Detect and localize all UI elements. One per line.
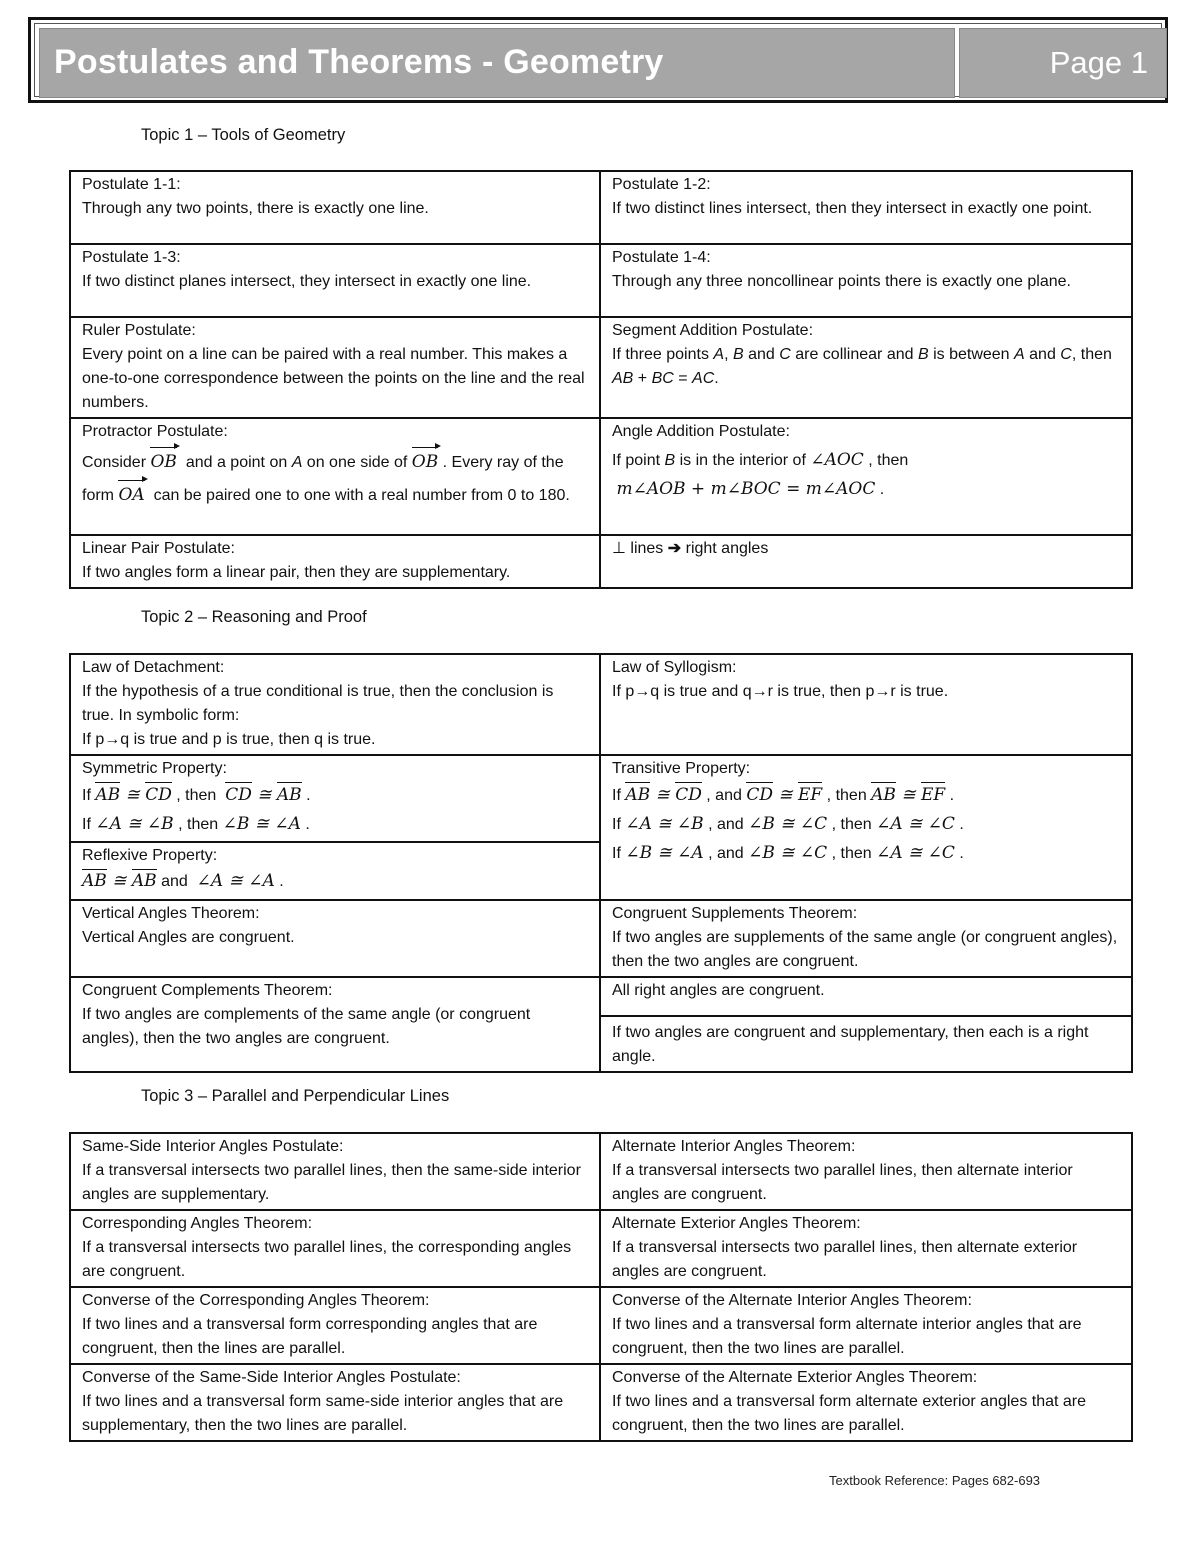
cell-title: Postulate 1-4: — [612, 249, 711, 266]
cell-text: If two angles are supplements of the same angle (or congruent angles), then the two angles are congruent. — [612, 929, 1118, 970]
cell-congruent-supplements — [600, 900, 1132, 977]
cell-segment-addition — [600, 317, 1132, 418]
cell-title: Converse of the Same-Side Interior Angles Postulate: — [82, 1369, 461, 1386]
cell-text: If two angles are complements of the same angle (or congruent angles), then the two angles are congruent. — [82, 1006, 531, 1047]
cell-text: AB ≅ AB and ∠A ≅ ∠A . — [82, 868, 589, 895]
cell-linear-pair — [70, 535, 600, 588]
topic-2-heading: Topic 2 – Reasoning and Proof — [141, 608, 367, 626]
cell-text: If AB ≅ CD , then CD ≅ AB . If ∠A ≅ ∠B , then ∠B ≅ ∠A . — [82, 781, 589, 839]
cell-text: If AB ≅ CD , and CD ≅ EF , then AB ≅ EF . If ∠A ≅ ∠B , and ∠B ≅ ∠C , then ∠A ≅ ∠C . If ∠B ≅ ∠A , and ∠B ≅ ∠C , then ∠A ≅ ∠C . — [612, 781, 1121, 868]
cell-vertical-angles — [70, 900, 600, 977]
topic-3-table — [69, 1132, 1133, 1442]
cell-postulate-1-3 — [70, 244, 600, 317]
cell-text: lines — [630, 540, 664, 557]
cell-congruent-complements — [70, 977, 600, 1072]
cell-text: If a transversal intersects two parallel lines, then alternate interior angles are congruent. — [612, 1162, 1073, 1203]
cell-title: Vertical Angles Theorem: — [82, 905, 260, 922]
cell-protractor-postulate — [70, 418, 600, 535]
topic-1-heading: Topic 1 – Tools of Geometry — [141, 126, 346, 144]
title-box — [39, 28, 955, 98]
cell-converse-same-side — [70, 1364, 600, 1441]
cell-text: If two distinct lines intersect, then they intersect in exactly one point. — [612, 200, 1093, 217]
page-number: Page 1 — [1049, 45, 1148, 80]
cell-text: Through any two points, there is exactly one line. — [82, 200, 429, 217]
cell-text: Vertical Angles are congruent. — [82, 929, 295, 946]
topic-3-heading: Topic 3 – Parallel and Perpendicular Lines — [141, 1087, 450, 1105]
ray-oa: OA — [118, 479, 144, 512]
cell-right-angles — [600, 977, 1132, 1016]
cell-same-side-interior — [70, 1133, 600, 1210]
cell-text: Through any three noncollinear points there is exactly one plane. — [612, 273, 1071, 290]
cell-law-of-syllogism — [600, 654, 1132, 755]
cell-text: right angles — [685, 540, 769, 557]
cell-postulate-1-4 — [600, 244, 1132, 317]
cell-law-of-detachment — [70, 654, 600, 755]
cell-angle-addition — [600, 418, 1132, 535]
cell-text: If point B is in the interior of ∠AOC , then m∠AOB + m∠BOC = m∠AOC . — [612, 450, 909, 499]
cell-title: Alternate Exterior Angles Theorem: — [612, 1215, 861, 1232]
page-header — [28, 17, 1168, 103]
cell-transitive-property — [600, 755, 1132, 900]
cell-symmetric-property — [70, 755, 600, 842]
header-frame — [34, 23, 1162, 97]
cell-text: If p→q is true and q→r is true, then p→r is true. — [612, 683, 949, 700]
cell-postulate-1-2 — [600, 171, 1132, 244]
cell-title: Linear Pair Postulate: — [82, 540, 235, 557]
cell-title: Converse of the Alternate Exterior Angles Theorem: — [612, 1369, 978, 1386]
cell-congruent-supplementary — [600, 1016, 1132, 1072]
cell-text: Consider OB and a point on A on one side of OB . Every ray of the form OA can be paired one to one with a real number from 0 to 180. — [82, 446, 589, 512]
cell-symbolic: If p→q is true and p is true, then q is true. — [82, 731, 376, 748]
cell-perpendicular-lines — [600, 535, 1132, 588]
cell-text: If three points A, B and C are collinear and B is between A and C, then AB + BC = AC. — [612, 346, 1112, 387]
cell-title: Congruent Complements Theorem: — [82, 982, 333, 999]
cell-title: Postulate 1-3: — [82, 249, 181, 266]
cell-title: Angle Addition Postulate: — [612, 423, 790, 440]
cell-title: Law of Syllogism: — [612, 659, 737, 676]
cell-converse-corresponding — [70, 1287, 600, 1364]
cell-title: Postulate 1-1: — [82, 176, 181, 193]
cell-text: If two lines and a transversal form same-side interior angles that are supplementary, then the two lines are parallel. — [82, 1393, 564, 1434]
cell-title: Converse of the Corresponding Angles Theorem: — [82, 1292, 430, 1309]
cell-converse-alternate-exterior — [600, 1364, 1132, 1441]
ray-ob: OB — [412, 446, 438, 479]
cell-text: Every point on a line can be paired with a real number. This makes a one-to-one correspondence between the points on the line and the real numbers. — [82, 346, 585, 411]
cell-text: If a transversal intersects two parallel lines, the corresponding angles are congruent. — [82, 1239, 572, 1280]
cell-text: If two distinct planes intersect, they intersect in exactly one line. — [82, 273, 532, 290]
cell-text: If a transversal intersects two parallel lines, then alternate exterior angles are congruent. — [612, 1239, 1078, 1280]
cell-text: If two lines and a transversal form corresponding angles that are congruent, then the lines are parallel. — [82, 1316, 538, 1357]
textbook-reference: Textbook Reference: Pages 682-693 — [829, 1473, 1041, 1488]
cell-title: Law of Detachment: — [82, 659, 225, 676]
cell-title: Ruler Postulate: — [82, 322, 196, 339]
cell-title: Converse of the Alternate Interior Angles Theorem: — [612, 1292, 972, 1309]
cell-title: Transitive Property: — [612, 760, 751, 777]
cell-text: If two lines and a transversal form alternate exterior angles that are congruent, then the two lines are parallel. — [612, 1393, 1087, 1434]
cell-title: Congruent Supplements Theorem: — [612, 905, 858, 922]
cell-alternate-exterior — [600, 1210, 1132, 1287]
topic-2-table — [69, 653, 1133, 1073]
cell-postulate-1-1 — [70, 171, 600, 244]
cell-title: Alternate Interior Angles Theorem: — [612, 1138, 856, 1155]
cell-ruler-postulate — [70, 317, 600, 418]
cell-text: If the hypothesis of a true conditional is true, then the conclusion is true. In symbolic form: — [82, 683, 554, 724]
cell-text: If two angles form a linear pair, then they are supplementary. — [82, 564, 511, 581]
cell-text: If two angles are congruent and supplementary, then each is a right angle. — [612, 1024, 1089, 1065]
cell-corresponding-angles — [70, 1210, 600, 1287]
perpendicular-icon: ⊥ — [612, 540, 626, 557]
cell-title: Symmetric Property: — [82, 760, 227, 777]
cell-text: All right angles are congruent. — [612, 982, 825, 999]
cell-title: Same-Side Interior Angles Postulate: — [82, 1138, 344, 1155]
cell-converse-alternate-interior — [600, 1287, 1132, 1364]
cell-alternate-interior — [600, 1133, 1132, 1210]
topic-1-table — [69, 170, 1133, 589]
ray-ob: OB — [150, 446, 176, 479]
cell-title: Postulate 1-2: — [612, 176, 711, 193]
cell-title: Segment Addition Postulate: — [612, 322, 814, 339]
cell-reflexive-property — [70, 842, 600, 900]
cell-title: Reflexive Property: — [82, 847, 218, 864]
cell-title: Corresponding Angles Theorem: — [82, 1215, 313, 1232]
cell-title: Protractor Postulate: — [82, 423, 228, 440]
arrow-right-icon: ➔ — [667, 540, 682, 557]
cell-text: If a transversal intersects two parallel lines, then the same-side interior angles are supplementary. — [82, 1162, 581, 1203]
page-number-box — [959, 28, 1167, 98]
cell-text: If two lines and a transversal form alternate interior angles that are congruent, then the two lines are parallel. — [612, 1316, 1082, 1357]
page-title: Postulates and Theorems - Geometry — [54, 43, 664, 81]
